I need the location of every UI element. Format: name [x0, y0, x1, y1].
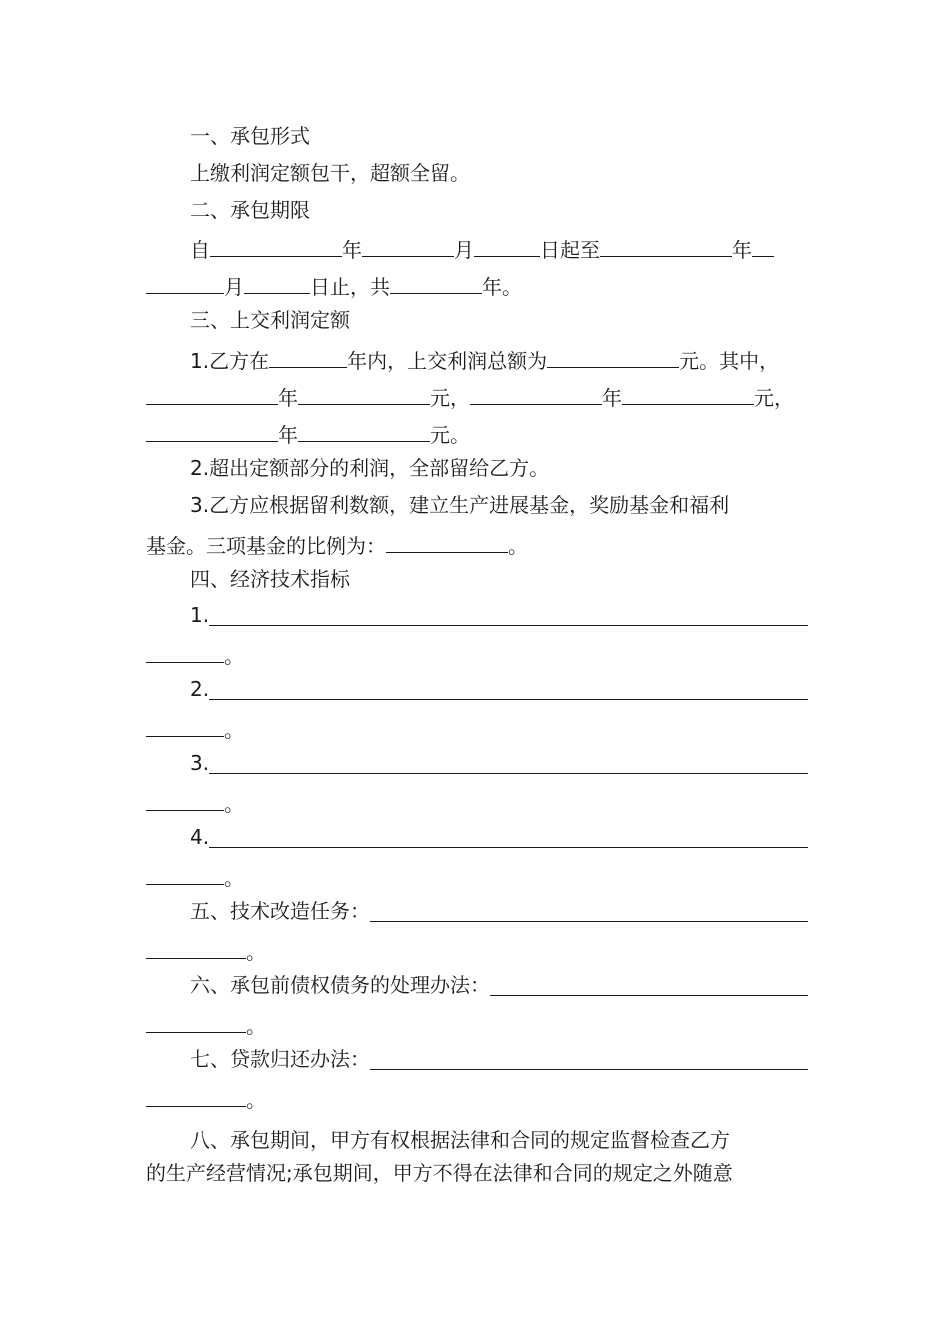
section-1-body: 上缴利润定额包干，超额全留。 — [190, 161, 470, 185]
profit-line-3: 年 元。 — [146, 417, 808, 445]
section-4-title: 四、经济技术指标 — [190, 567, 350, 591]
blank-field[interactable] — [752, 232, 774, 257]
blank-field[interactable] — [209, 823, 808, 848]
blank-field[interactable] — [622, 380, 754, 405]
indicator-2: 2. — [146, 675, 808, 703]
section-6: 六、承包前债权债务的处理办法： — [146, 971, 808, 999]
blank-field[interactable] — [146, 417, 278, 442]
indicator-2-cont: 。 — [146, 712, 808, 740]
blank-field[interactable] — [490, 971, 808, 996]
indicator-3: 3. — [146, 749, 808, 777]
profit-line-1: 1.乙方在 年内，上交利润总额为 元。其中， — [146, 343, 808, 371]
section-1-title: 一、承包形式 — [190, 124, 310, 148]
profit-item-2: 2.超出定额部分的利润，全部留给乙方。 — [190, 456, 550, 480]
blank-field[interactable] — [474, 232, 540, 257]
term-line-2: 月 日止，共 年。 — [146, 269, 808, 297]
section-7: 七、贷款归还办法： — [146, 1045, 808, 1073]
blank-field[interactable] — [146, 380, 278, 405]
blank-field[interactable] — [146, 638, 224, 663]
blank-field[interactable] — [470, 380, 602, 405]
blank-field[interactable] — [210, 232, 342, 257]
blank-field[interactable] — [370, 1045, 808, 1070]
section-3-title: 三、上交利润定额 — [190, 308, 350, 332]
indicator-1-cont: 。 — [146, 638, 808, 666]
section-5-cont: 。 — [146, 934, 808, 962]
blank-field[interactable] — [370, 897, 808, 922]
section-7-cont: 。 — [146, 1082, 808, 1110]
indicator-1: 1. — [146, 601, 808, 629]
indicator-4: 4. — [146, 823, 808, 851]
blank-field[interactable] — [298, 380, 430, 405]
blank-field[interactable] — [386, 528, 508, 553]
blank-field[interactable] — [298, 417, 430, 442]
section-6-cont: 。 — [146, 1008, 808, 1036]
blank-field[interactable] — [146, 269, 224, 294]
blank-field[interactable] — [146, 1008, 246, 1033]
blank-field[interactable] — [209, 675, 808, 700]
blank-field[interactable] — [146, 860, 224, 885]
blank-field[interactable] — [146, 934, 246, 959]
profit-item-3-line-2: 基金。三项基金的比例为： 。 — [146, 528, 808, 556]
blank-field[interactable] — [209, 749, 808, 774]
section-5: 五、技术改造任务： — [146, 897, 808, 925]
blank-field[interactable] — [209, 601, 808, 626]
indicator-4-cont: 。 — [146, 860, 808, 888]
blank-field[interactable] — [244, 269, 310, 294]
blank-field[interactable] — [362, 232, 454, 257]
section-2-title: 二、承包期限 — [190, 198, 310, 222]
blank-field[interactable] — [146, 712, 224, 737]
section-8-line-1: 八、承包期间，甲方有权根据法律和合同的规定监督检查乙方 — [190, 1128, 730, 1152]
profit-line-2: 年 元， 年 元， — [146, 380, 808, 408]
blank-field[interactable] — [269, 343, 347, 368]
section-8-line-2: 的生产经营情况;承包期间，甲方不得在法律和合同的规定之外随意 — [146, 1161, 733, 1185]
term-line-1: 自 年 月 日起至 年 — [146, 232, 808, 260]
profit-item-3-line-1: 3.乙方应根据留利数额，建立生产进展基金，奖励基金和福利 — [190, 493, 730, 517]
blank-field[interactable] — [547, 343, 679, 368]
blank-field[interactable] — [390, 269, 482, 294]
blank-field[interactable] — [146, 1082, 246, 1107]
blank-field[interactable] — [146, 786, 224, 811]
blank-field[interactable] — [600, 232, 732, 257]
indicator-3-cont: 。 — [146, 786, 808, 814]
